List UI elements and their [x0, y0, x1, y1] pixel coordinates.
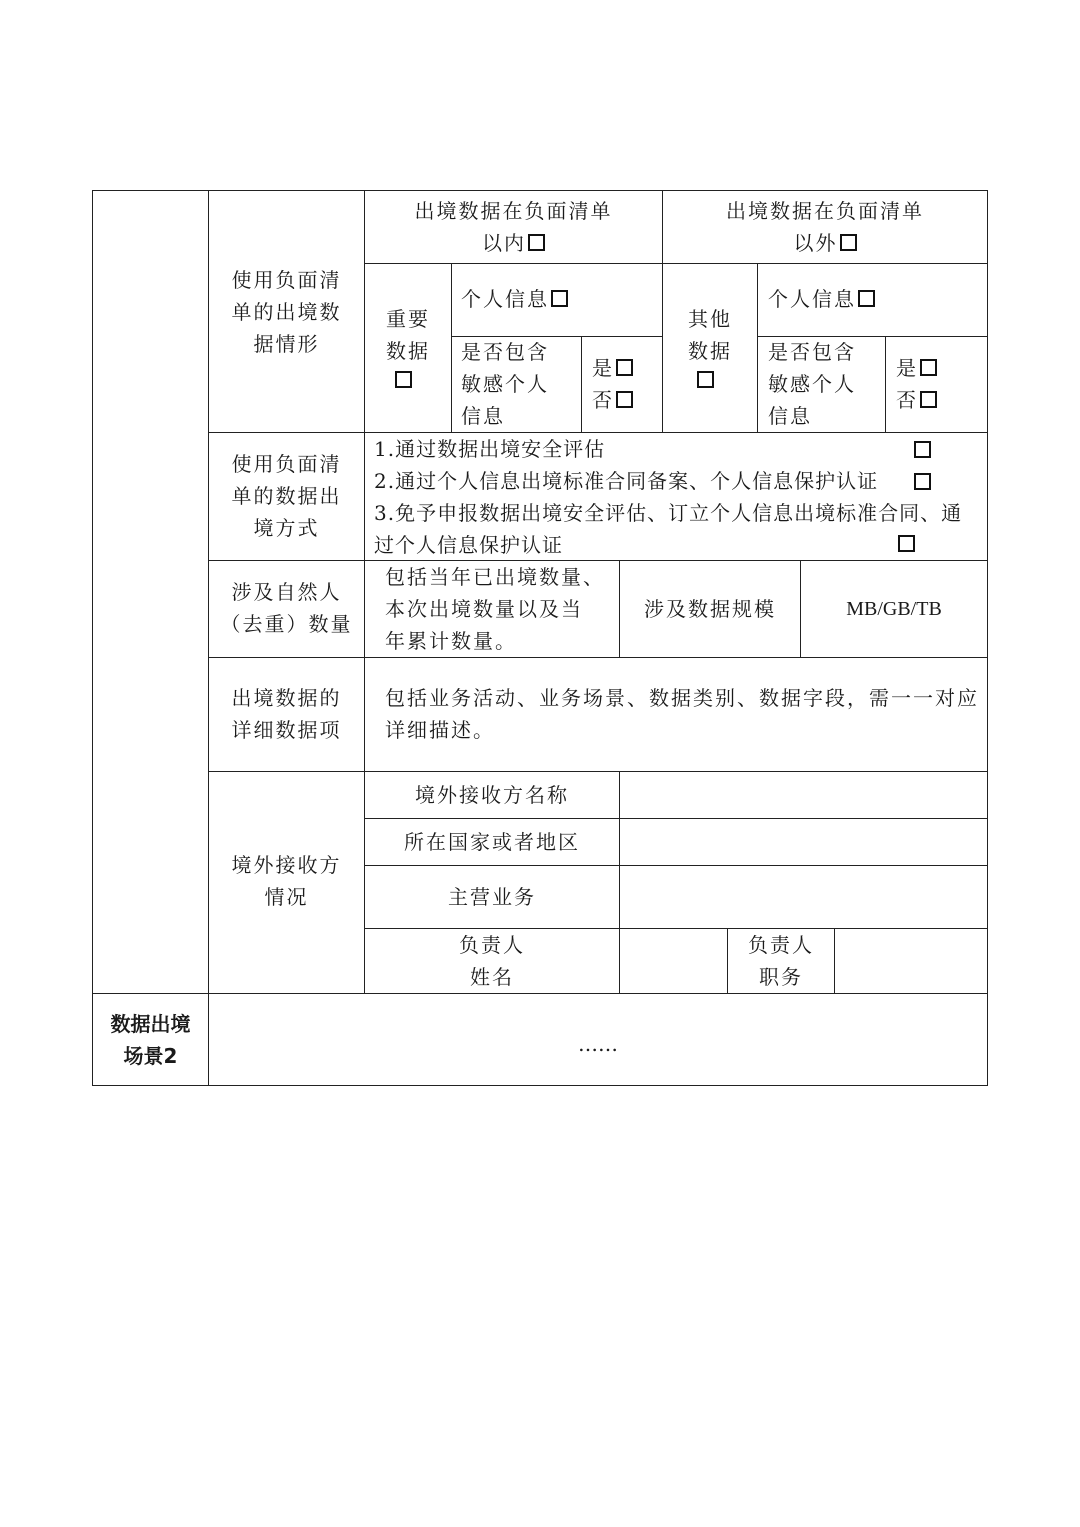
within-negative-list-checkbox[interactable]: [528, 234, 545, 251]
recipient-country-label: 所在国家或者地区: [404, 830, 580, 854]
recipient-person-name-label: 负责人 姓名: [459, 933, 525, 989]
transfer-option-3: 3.免予申报数据出境安全评估、订立个人信息出境标准合同、通过个人信息保护认证: [374, 501, 963, 557]
data-scale-units: MB/GB/TB: [846, 598, 942, 620]
important-data-label: 重要 数据: [386, 307, 430, 363]
important-sensitive-yes-checkbox[interactable]: [616, 359, 633, 376]
other-data-label: 其他 数据: [688, 307, 732, 363]
important-data-checkbox[interactable]: [395, 371, 412, 388]
recipient-name-label: 境外接收方名称: [415, 783, 569, 807]
transfer-option-1: 1.通过数据出境安全评估: [374, 437, 606, 461]
important-personal-info-checkbox[interactable]: [551, 290, 568, 307]
recipient-person-title-label: 负责人 职务: [748, 933, 814, 989]
data-scale-label: 涉及数据规模: [644, 597, 776, 621]
important-sensitive-no-checkbox[interactable]: [616, 391, 633, 408]
detail-items-row-label: 出境数据的 详细数据项: [231, 686, 342, 742]
persons-description: 包括当年已出境数量、 本次出境数量以及当 年累计数量。: [385, 565, 605, 653]
important-sensitive-yes-no: 是 否: [592, 352, 633, 416]
outside-negative-list-checkbox[interactable]: [840, 234, 857, 251]
scenario-2-ellipsis: ……: [578, 1032, 618, 1056]
negative-list-row-label: 使用负面清 单的出境数 据情形: [231, 268, 342, 356]
transfer-option-3-checkbox[interactable]: [898, 535, 915, 552]
other-personal-info-checkbox[interactable]: [858, 290, 875, 307]
other-sensitive-label: 是否包含 敏感个人 信息: [768, 340, 856, 428]
transfer-option-1-checkbox[interactable]: [914, 441, 931, 458]
important-sensitive-label: 是否包含 敏感个人 信息: [461, 340, 549, 428]
recipient-business-label: 主营业务: [448, 885, 536, 909]
other-sensitive-no-checkbox[interactable]: [920, 391, 937, 408]
within-negative-list-header: 出境数据在负面清单 以内: [414, 199, 613, 255]
other-sensitive-yes-no: 是 否: [896, 352, 937, 416]
recipient-person-title-value[interactable]: [835, 929, 987, 993]
transfer-option-2: 2.通过个人信息出境标准合同备案、个人信息保护认证: [374, 469, 879, 493]
other-sensitive-yes-checkbox[interactable]: [920, 359, 937, 376]
important-personal-info-label: 个人信息: [461, 283, 568, 315]
transfer-method-row-label: 使用负面清 单的数据出 境方式: [231, 452, 342, 540]
recipient-person-name-value[interactable]: [620, 929, 727, 993]
other-data-checkbox[interactable]: [697, 371, 714, 388]
recipient-row-label: 境外接收方 情况: [231, 853, 342, 909]
recipient-name-value[interactable]: [620, 772, 987, 818]
transfer-option-2-checkbox[interactable]: [914, 473, 931, 490]
recipient-country-value[interactable]: [620, 819, 987, 865]
recipient-business-value[interactable]: [620, 866, 987, 928]
outside-negative-list-header: 出境数据在负面清单 以外: [726, 199, 924, 255]
detail-items-description: 包括业务活动、业务场景、数据类别、数据字段，需一一对应 详细描述。: [385, 686, 979, 742]
persons-row-label: 涉及自然人 （去重）数量: [220, 580, 353, 636]
other-personal-info-label: 个人信息: [768, 283, 875, 315]
scenario-2-label: 数据出境 场景2: [110, 1012, 191, 1068]
